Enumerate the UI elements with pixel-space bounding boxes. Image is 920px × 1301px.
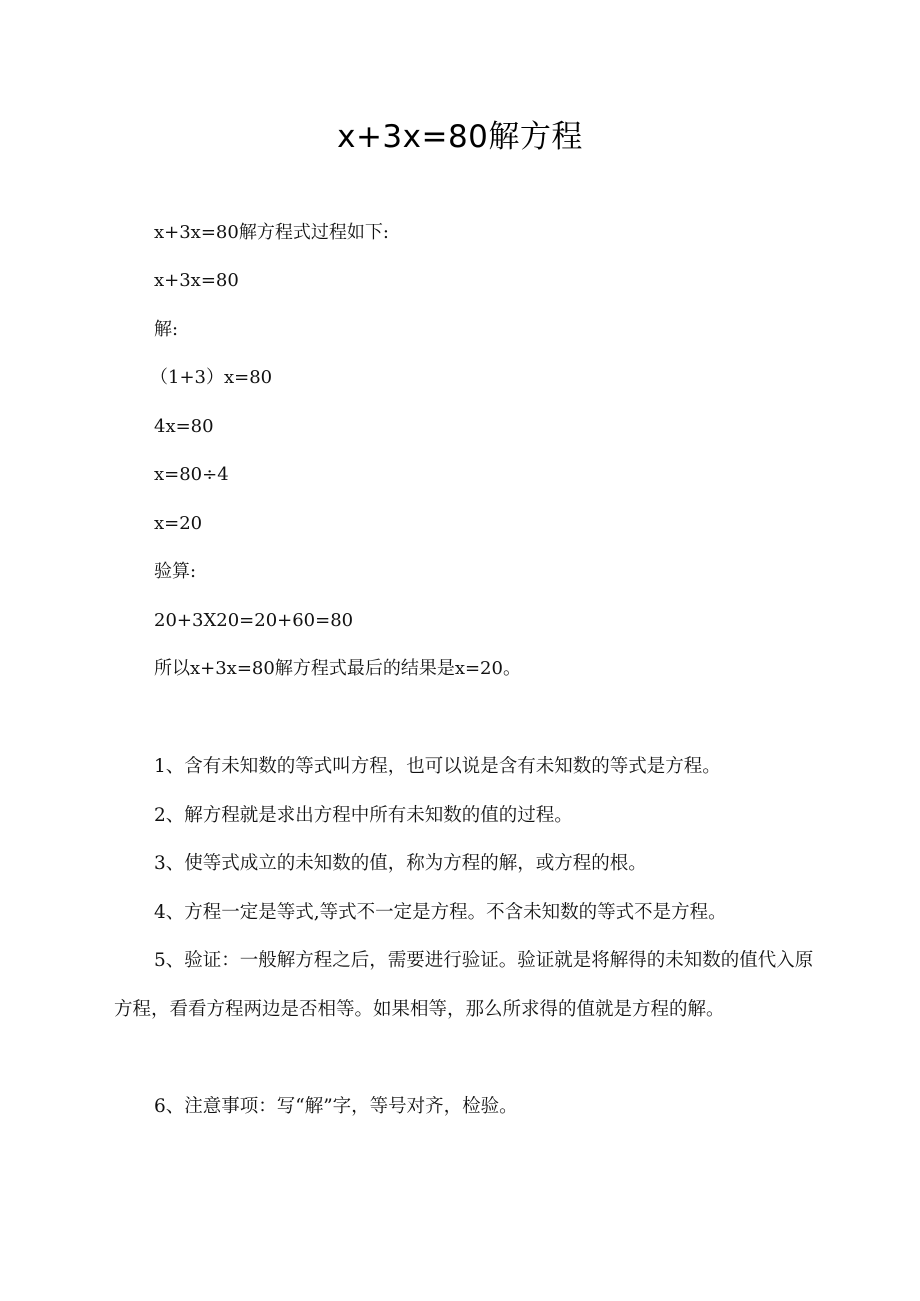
step-3: x=80÷4 bbox=[154, 464, 229, 485]
equation-line: x+3x=80 bbox=[154, 270, 239, 291]
note-4: 4、方程一定是等式,等式不一定是方程。不含未知数的等式不是方程。 bbox=[154, 902, 727, 923]
note-6: 6、注意事项：写“解”字，等号对齐，检验。 bbox=[154, 1096, 518, 1117]
page-title: x+3x=80解方程 bbox=[337, 119, 583, 155]
note-3: 3、使等式成立的未知数的值，称为方程的解，或方程的根。 bbox=[154, 853, 647, 874]
check-line: 20+3X20=20+60=80 bbox=[154, 610, 354, 631]
solution-intro: x+3x=80解方程式过程如下: bbox=[154, 222, 389, 243]
solution-label: 解: bbox=[154, 319, 179, 340]
conclusion-line: 所以x+3x=80解方程式最后的结果是x=20。 bbox=[154, 658, 521, 679]
check-label: 验算: bbox=[154, 561, 197, 582]
step-2: 4x=80 bbox=[154, 416, 214, 437]
note-2: 2、解方程就是求出方程中所有未知数的值的过程。 bbox=[154, 805, 573, 826]
note-1: 1、含有未知数的等式叫方程，也可以说是含有未知数的等式是方程。 bbox=[154, 756, 721, 777]
step-1: （1+3）x=80 bbox=[150, 367, 273, 388]
step-4: x=20 bbox=[154, 513, 203, 534]
note-5: 5、验证：一般解方程之后，需要进行验证。验证就是将解得的未知数的值代入原方程，看看方程两边是否相等。如果相等，那么所求得的值就是方程的解。 bbox=[114, 950, 814, 1020]
